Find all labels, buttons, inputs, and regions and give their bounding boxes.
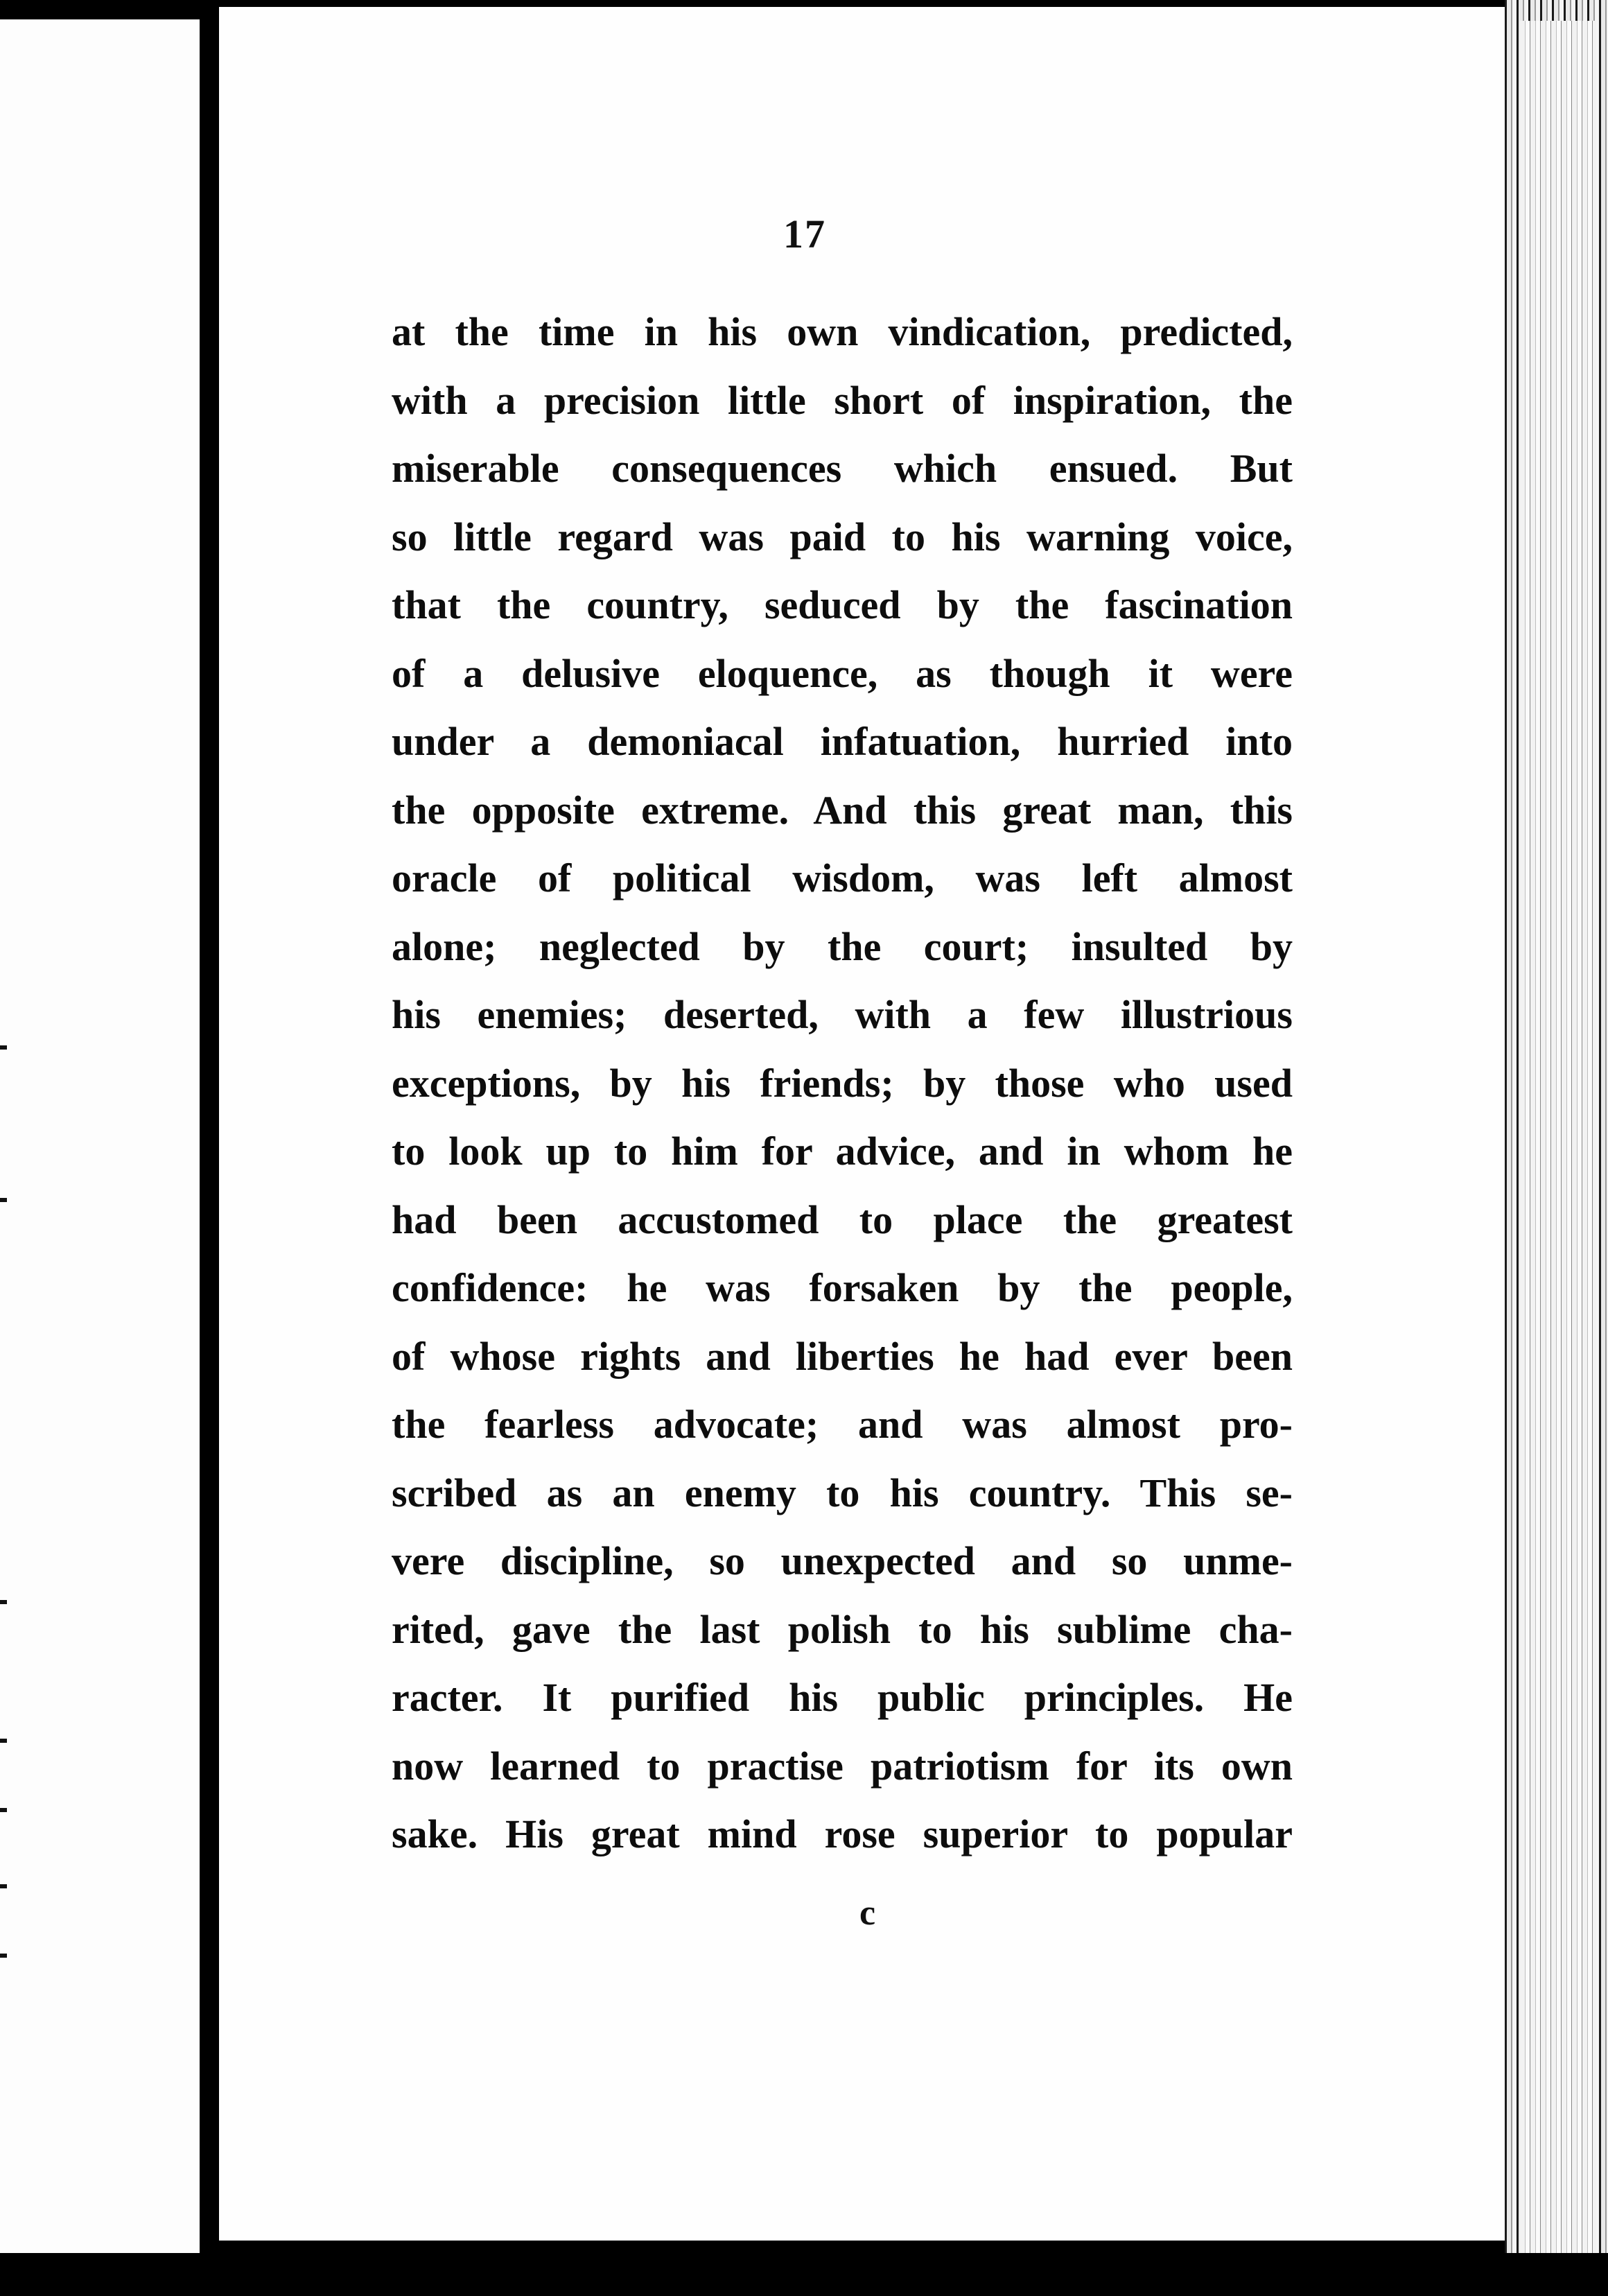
text-line: alone; neglected by the court; insulted by	[392, 923, 1293, 969]
margin-mark	[0, 1739, 7, 1743]
text-line: at the time in his own vindication, predicted,	[392, 309, 1293, 354]
text-line: so little regard was paid to his warning voice,	[392, 514, 1293, 559]
text-line: confidence: he was forsaken by the people,	[392, 1265, 1293, 1310]
signature-mark: c	[859, 1893, 876, 1933]
text-line: to look up to him for advice, and in whom he	[392, 1129, 1293, 1174]
previous-page-edge	[0, 19, 200, 2253]
text-line: had been accustomed to place the greatest	[392, 1197, 1293, 1242]
text-line: oracle of political wisdom, was left almost	[392, 855, 1293, 901]
text-line: the fearless advocate; and was almost pro-	[392, 1402, 1293, 1447]
page-stack-inner	[1520, 21, 1596, 2253]
text-line: exceptions, by his friends; by those who used	[392, 1060, 1293, 1106]
text-line: the opposite extreme. And this great man, this	[392, 787, 1293, 833]
text-line: vere discipline, so unexpected and so unme-	[392, 1538, 1293, 1583]
text-line: his enemies; deserted, with a few illustrious	[392, 992, 1293, 1037]
margin-mark	[0, 1600, 7, 1604]
text-line: now learned to practise patriotism for its own	[392, 1743, 1293, 1789]
text-line: sake. His great mind rose superior to popular	[392, 1811, 1293, 1856]
text-line: scribed as an enemy to his country. This se-	[392, 1470, 1293, 1515]
text-line: that the country, seduced by the fascination	[392, 582, 1293, 627]
text-line: racter. It purified his public principles. He	[392, 1675, 1293, 1720]
text-line: with a precision little short of inspiration, the	[392, 377, 1293, 423]
text-line: of whose rights and liberties he had ever been	[392, 1333, 1293, 1379]
margin-mark	[0, 1198, 7, 1202]
margin-mark	[0, 1884, 7, 1888]
scan-border	[0, 2253, 1608, 2296]
page-stack-edges	[1505, 0, 1608, 2296]
text-line: under a demoniacal infatuation, hurried into	[392, 719, 1293, 764]
page-number: 17	[783, 211, 826, 256]
body-text	[392, 298, 1293, 1869]
margin-mark	[0, 1808, 7, 1812]
text-line: rited, gave the last polish to his sublime cha-	[392, 1606, 1293, 1652]
margin-mark	[0, 1954, 7, 1958]
margin-mark	[0, 1045, 7, 1050]
text-line: miserable consequences which ensued. But	[392, 446, 1293, 491]
text-line: of a delusive eloquence, as though it were	[392, 650, 1293, 696]
book-gutter	[200, 0, 219, 2296]
